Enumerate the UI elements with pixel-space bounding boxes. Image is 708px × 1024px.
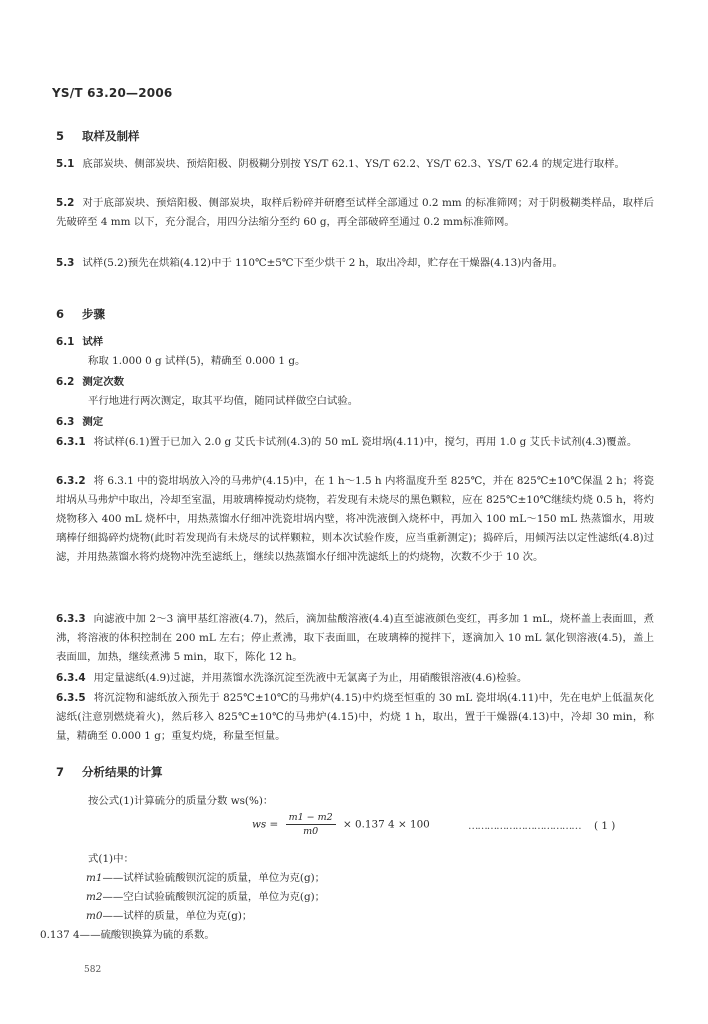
clause-number: 5.2: [56, 197, 75, 209]
clause-6-3: [56, 413, 654, 432]
section-title: 步骤: [82, 307, 106, 321]
section-5-heading: [56, 128, 140, 144]
formula-numerator: m1 − m2: [286, 812, 336, 825]
variable-symbol: 0.137 4: [40, 929, 80, 941]
clause-6-3-3: [56, 610, 654, 667]
clause-6-2: [56, 373, 654, 411]
formula-rhs: × 0.137 4 × 100: [342, 818, 430, 831]
variable-m1: [86, 869, 325, 884]
clause-text: 将 6.3.1 中的瓷坩埚放入冷的马弗炉(4.15)中，在 1 h～1.5 h 内将温度升至 825℃，并在 825℃±10℃保温 2 h；将瓷坩埚从马弗炉中取出，冷却至室温，用玻璃棒搅动灼烧物，若发现有未烧尽的黑色颗粒，应在 825℃±10℃继续灼烧 0.5 h，将灼烧物移入 400 mL 烧杯中，用热蒸馏水仔细冲洗瓷坩埚内壁，将冲洗液倒入烧杯中，再加入 100 mL～150 mL 热蒸馏水，用玻璃棒仔细捣碎灼烧物(此时若发现尚有未烧尽的试样颗粒，则本次试验作废，应当重新测定)；捣碎后，用倾泻法以定性滤纸(4.8)过滤，并用热蒸馏水将灼烧物冲洗至滤纸上，继续以热蒸馏水仔细冲洗滤纸上的灼烧物，次数不少于 10 次。: [56, 475, 654, 563]
section-6-heading: [56, 306, 105, 322]
formula-lhs: ws =: [252, 818, 279, 831]
clause-number: 6.3.1: [56, 436, 86, 448]
clause-text: 称取 1.000 0 g 试样(5)，精确至 0.000 1 g。: [88, 355, 306, 367]
clause-number: 6.3.3: [56, 613, 86, 625]
clause-text: 对于底部炭块、预焙阳极、侧部炭块，取样后粉碎并研磨至试样全部通过 0.2 mm 的标准筛网；对于阴极糊类样品，取样后先破碎至 4 mm 以下，充分混合，用四分法缩分至约 60 g，再全部破碎至通过 0.2 mm标准筛网。: [56, 197, 654, 228]
clause-text: 将沉淀物和滤纸放入预先于 825℃±10℃的马弗炉(4.15)中灼烧至恒重的 30 mL 瓷坩埚(4.11)中，先在电炉上低温灰化滤纸(注意别燃烧着火)，然后移入 825℃±10℃的马弗炉(4.15)中，灼烧 1 h，取出，置于干燥器(4.13)中，冷却 30 min，称量，精确至 0.000 1 g；重复灼烧，称量至恒量。: [56, 692, 654, 742]
variable-coefficient: [40, 926, 215, 941]
section-7-heading: [56, 764, 163, 780]
variable-desc: ——硫酸钡换算为硫的系数。: [79, 929, 215, 941]
formula-intro: 按公式(1)计算硫分的质量分数 ws(%)：: [88, 795, 274, 807]
clause-5-1: [56, 155, 654, 174]
section-number: 6: [56, 307, 65, 321]
clause-number: 6.3: [56, 416, 75, 428]
variable-symbol: m2: [86, 891, 103, 903]
clause-number: 6.3.5: [56, 692, 86, 704]
standard-code-header: YS/T 63.20—2006: [52, 86, 173, 100]
clause-title: 测定: [82, 416, 104, 428]
clause-6-3-1: [56, 433, 654, 452]
clause-6-3-4: [56, 669, 654, 688]
section-title: 取样及制样: [82, 129, 140, 143]
formula-fraction: [286, 812, 336, 837]
where-label: 式(1)中：: [88, 853, 134, 865]
equation-number: ( 1 ): [594, 820, 616, 832]
clause-text: 将试样(6.1)置于已加入 2.0 g 艾氏卡试剂(4.3)的 50 mL 瓷坩埚(4.11)中，搅匀，再用 1.0 g 艾氏卡试剂(4.3)覆盖。: [93, 436, 638, 448]
clause-number: 5.1: [56, 158, 75, 170]
variable-desc: ——试样试验硫酸钡沉淀的质量，单位为克(g)；: [102, 872, 326, 884]
formula-leader-dots: ………………………………: [468, 820, 581, 832]
page-number: 582: [84, 965, 102, 975]
section-title: 分析结果的计算: [82, 765, 163, 779]
variable-symbol: m0: [86, 910, 103, 922]
clause-text: 底部炭块、侧部炭块、预焙阳极、阴极糊分别按 YS/T 62.1、YS/T 62.2、YS/T 62.3、YS/T 62.4 的规定进行取样。: [82, 158, 625, 170]
clause-6-3-2: [56, 472, 654, 567]
section-number: 5: [56, 129, 65, 143]
clause-6-1: [56, 333, 654, 371]
clause-text: 试样(5.2)预先在烘箱(4.12)中于 110℃±5℃下至少烘干 2 h，取出冷却，贮存在干燥器(4.13)内备用。: [82, 257, 563, 269]
clause-text: 用定量滤纸(4.9)过滤，并用蒸馏水洗涤沉淀至洗液中无氯离子为止，用硝酸银溶液(4.6)检验。: [93, 672, 528, 684]
clause-number: 5.3: [56, 257, 75, 269]
clause-number: 6.3.4: [56, 672, 86, 684]
clause-title: 测定次数: [82, 376, 124, 388]
clause-6-3-5: [56, 689, 654, 746]
variable-symbol: m1: [86, 872, 103, 884]
clause-number: 6.1: [56, 336, 75, 348]
variable-m0: [86, 907, 252, 922]
clause-text: 平行地进行两次测定，取其平均值，随同试样做空白试验。: [88, 395, 359, 407]
variable-desc: ——试样的质量，单位为克(g)；: [102, 910, 253, 922]
formula-denominator: m0: [303, 826, 319, 837]
variable-desc: ——空白试验硫酸钡沉淀的质量，单位为克(g)；: [102, 891, 326, 903]
clause-number: 6.2: [56, 376, 75, 388]
section-number: 7: [56, 765, 65, 779]
clause-5-2: [56, 194, 654, 232]
variable-m2: [86, 888, 325, 903]
clause-title: 试样: [82, 336, 104, 348]
clause-text: 向滤液中加 2～3 滴甲基红溶液(4.7)，然后，滴加盐酸溶液(4.4)直至滤液颜色变红，再多加 1 mL，烧杯盖上表面皿，煮沸，将溶液的体积控制在 200 mL 左右；停止煮沸，取下表面皿，在玻璃棒的搅拌下，逐滴加入 10 mL 氯化钡溶液(4.5)，盖上表面皿，加热，继续煮沸 5 min，取下，陈化 12 h。: [56, 613, 654, 663]
clause-number: 6.3.2: [56, 475, 86, 487]
clause-5-3: [56, 254, 654, 273]
formula: [252, 812, 430, 837]
